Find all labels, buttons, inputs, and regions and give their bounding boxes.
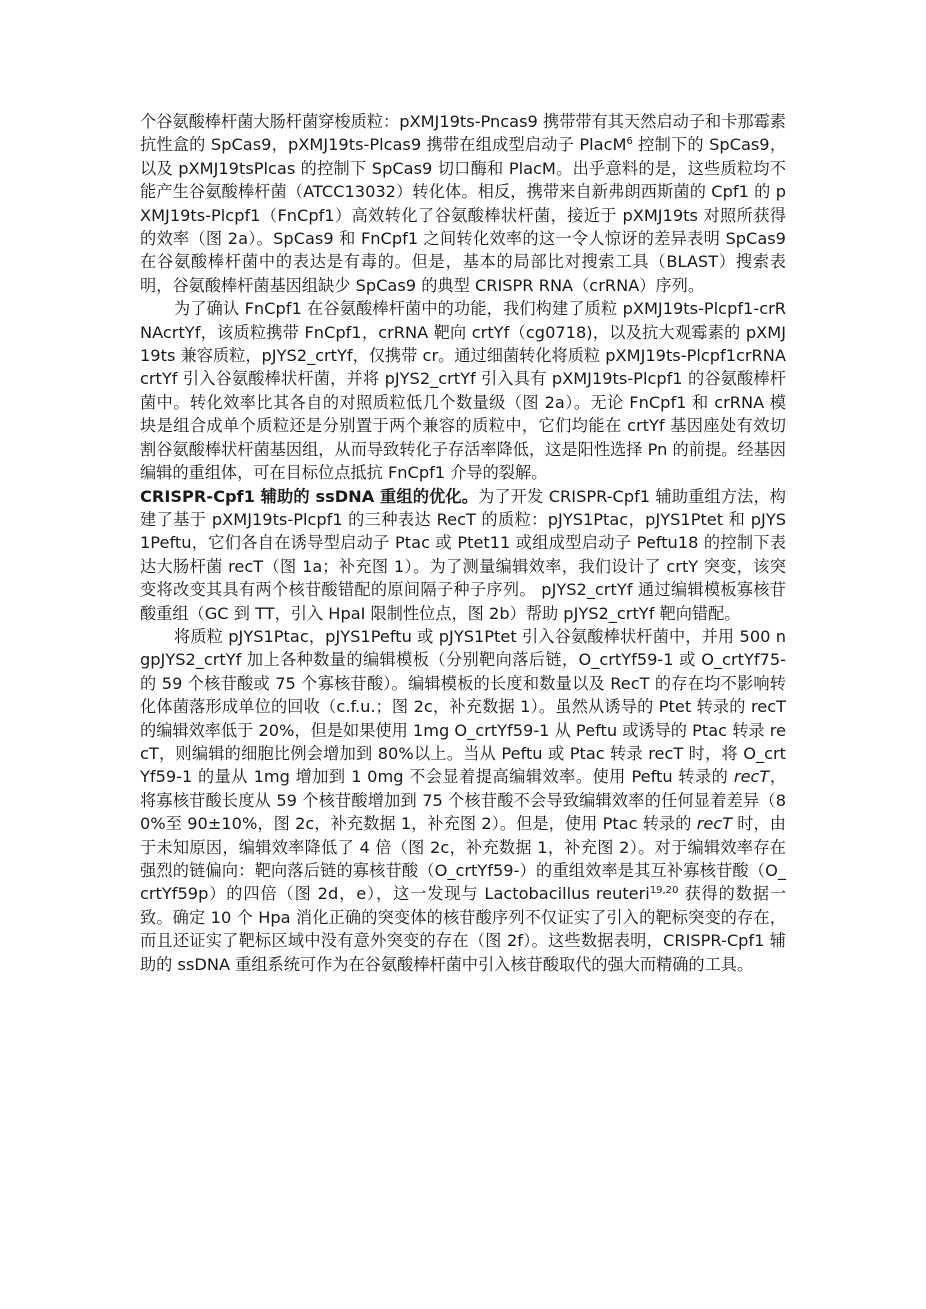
text-run: 为了确认 FnCpf1 在谷氨酸棒杆菌中的功能，我们构建了质粒 pXMJ19ts-Plcpf1-crRNAcrtYf，该质粒携带 FnCpf1，crRNA 靶向 crtYf（cg0718)，以及抗大观霉素的 pXMJ19ts 兼容质粒，pJYS2_crtYf，仅携带 cr。通过细菌转化将质粒 pXMJ19ts-Plcpf1crRNAcrtYf 引入谷氨酸棒状杆菌，并将 pJYS2_crtYf 引入具有 pXMJ19ts-Plcpf1 的谷氨酸棒杆菌中。转化效率比其各自的对照质粒低几个数量级（图 2a）。无论 FnCpf1 和 crRNA 模块是组合成单个质粒还是分别置于两个兼容的质粒中，它们均能在 crtYf 基因座处有效切割谷氨酸棒状杆菌基因组，从而导致转化子存活率降低，这是阳性选择 Pn 的前提。经基因编辑的重组体，可在目标位点抵抗 FnCpf1 介导的裂解。 [140, 299, 786, 483]
italic-gene-name: recT [696, 814, 733, 834]
paragraph-p3 [140, 485, 786, 625]
paragraph-p2 [140, 297, 786, 484]
text-run: 获得的数据一致。确定 10 个 Hpa 消化正确的突变体的核苷酸序列不仅证实了引入的靶标突变的存在，而且还证实了靶标区域中没有意外突变的存在（图 2f）。这些数据表明，CRISPR-Cpf1 辅助的 ssDNA 重组系统可作为在谷氨酸棒杆菌中引入核苷酸取代的强大而精确的工具。 [140, 884, 787, 974]
section-heading: CRISPR-Cpf1 辅助的 ssDNA 重组的优化。 [140, 486, 479, 506]
text-run: 将质粒 pJYS1Ptac，pJYS1Peftu 或 pJYS1Ptet 引入谷氨酸棒状杆菌中，并用 500 ngpJYS2_crtYf 加上各种数量的编辑模板（分别靶向落后链，O_crtYf59-1 或 O_crtYf75-的 59 个核苷酸或 75 个寡核苷酸）。编辑模板的长度和数量以及 RecT 的存在均不影响转化体菌落形成单位的回收（c.f.u.；图 2c，补充数据 1）。虽然从诱导的 Ptet 转录的 recT 的编辑效率低于 20%，但是如果使用 1mg O_crtYf59-1 从 Peftu 或诱导的 Ptac 转录 recT，则编辑的细胞比例会增加到 80%以上。当从 Peftu 或 Ptac 转录 recT 时，将 O_crtYf59-1 的量从 1mg 增加到 1 0mg 不会显着提高编辑效率。使用 Peftu 转录的 [140, 626, 786, 787]
text-run: ，将寡核苷酸长度从 59 个核苷酸增加到 75 个核苷酸不会导致编辑效率的任何显着差异（80%至 90±10%，图 2c，补充数据 1，补充图 2）。但是，使用 Ptac 转录的 [140, 767, 786, 834]
italic-gene-name: recT [733, 767, 770, 787]
paragraph-p1 [140, 110, 786, 297]
text-run: 控制下的 SpCas9，以及 pXMJ19tsPlcas 的控制下 SpCas9 切口酶和 PlacM。出乎意料的是，这些质粒均不能产生谷氨酸棒杆菌（ATCC13032）转化体。相反，携带来自新弗朗西斯菌的 Cpf1 的 pXMJ19ts-Plcpf1（FnCpf1）高效转化了谷氨酸棒状杆菌，接近于 pXMJ19ts 对照所获得的效率（图 2a）。SpCas9 和 FnCpf1 之间转化效率的这一令人惊讶的差异表明 SpCas9 在谷氨酸棒杆菌中的表达是有毒的。但是，基本的局部比对搜索工具（BLAST）搜索表明，谷氨酸棒杆菌基因组缺少 SpCas9 的典型 CRISPR RNA（crRNA）序列。 [140, 135, 787, 295]
superscript-citation: 6 [626, 136, 633, 148]
text-run: 为了开发 CRISPR-Cpf1 辅助重组方法，构建了基于 pXMJ19ts-Plcpf1 的三种表达 RecT 的质粒：pJYS1Ptac，pJYS1Ptet 和 pJYS1Peftu，它们各自在诱导型启动子 Ptac 或 Ptet11 或组成型启动子 Peftu18 的控制下表达大肠杆菌 recT（图 1a；补充图 1）。为了测量编辑效率，我们设计了 crtY 突变，该突变将改变其具有两个核苷酸错配的原间隔子种子序列。 pJYS2_crtYf 通过编辑模板寡核苷酸重组（GC 到 TT，引入 HpaI 限制性位点，图 2b）帮助 pJYS2_crtYf 靶向错配。 [140, 486, 786, 623]
text-run: 时，由于未知原因，编辑效率降低了 4 倍（图 2c，补充数据 1，补充图 2）。对于编辑效率存在强烈的链偏向：靶向落后链的寡核苷酸（O_crtYf59-）的重组效率是其互补寡核苷酸（O_crtYf59p）的四倍（图 2d，e），这一发现与 Lactobacillus reuteri [140, 814, 786, 904]
superscript-citation: 19,20 [649, 885, 679, 897]
text-run: 个谷氨酸棒杆菌大肠杆菌穿梭质粒：pXMJ19ts-Pncas9 携带带有其天然启动子和卡那霉素抗性盒的 SpCas9，pXMJ19ts-Plcas9 携带在组成型启动子 PlacM [140, 112, 786, 155]
paragraph-p4 [140, 625, 786, 976]
